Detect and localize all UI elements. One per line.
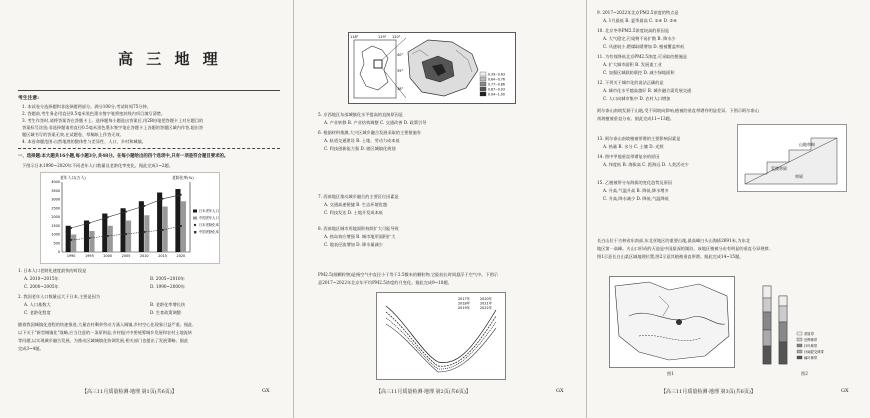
y-tick-label: 1500	[51, 223, 60, 228]
legend-swatch	[194, 224, 196, 226]
q12-options-cd: C. 人口向城市集中 D. 农村人口增加	[603, 96, 671, 101]
vegetation-profile-figure	[737, 124, 847, 192]
page-footer: 【高三11月质量检测·地理 第1页(共6页)】	[82, 389, 177, 395]
notice-heading: 考生注意:	[18, 95, 39, 101]
notice-line: 题区域书写的答案无效,在试题卷、草稿纸上作答无效。	[22, 132, 124, 137]
vegetation-label: 山地草甸	[799, 142, 815, 147]
page-footer: 【高三11月质量检测·地理 第3页(共6页)】	[661, 389, 756, 395]
rate-point	[180, 225, 182, 227]
bar	[175, 189, 180, 252]
vegetation-label: 荒漠草原	[771, 166, 787, 171]
y-tick-label: 500	[53, 241, 60, 246]
q2-option-a: A. 人口基数大	[24, 302, 51, 307]
q15-options-cd: C. 升高,降水减少 D. 降低,气温降低	[603, 196, 669, 201]
bar	[139, 201, 144, 252]
paragraph-line: 南坡植被垂直分布。据此完成11~13题。	[597, 116, 674, 121]
legend-entry: 阔叶林带	[804, 356, 818, 360]
map-coordinate: 40°	[397, 53, 404, 57]
question-5: 5. 京西地区东部城镇化水平提高的直接原因是	[318, 112, 403, 117]
legend-label: 日本老龄化率	[199, 223, 219, 227]
q1-option-d: D. 1990~2000年	[150, 284, 185, 289]
q12-options-ab: A. 城市化水平越高越好 B. 城乡融合需发展交通	[603, 88, 692, 93]
map-legend-label: 0.64~0.76	[488, 77, 505, 82]
figure-2-caption: 图2	[801, 371, 808, 376]
aging-bar-chart	[40, 172, 220, 264]
paragraph-line: 等问题,以实现城乡融合发展。为推动区域城镇化协调发展,相关部门也提出了发展策略。据此	[18, 338, 189, 343]
map-legend-label: 0.77~0.86	[488, 82, 505, 87]
bar	[126, 221, 131, 253]
notice-rule	[18, 148, 280, 149]
q1-option-c: C. 2000~2005年	[24, 284, 59, 289]
q1-option-a: A. 2010~2015年	[24, 276, 59, 281]
y-tick-label: 2500	[51, 206, 60, 211]
y2-axis-label: 老龄化率(%)	[172, 175, 194, 180]
rate-point	[125, 233, 127, 235]
rate-point	[143, 205, 145, 207]
exam-page-1	[0, 0, 293, 418]
q14-options: A. 纬度低 B. 海拔高 C. 距海远 D. 人类活动少	[603, 162, 689, 167]
legend-entry: 2020年	[480, 297, 493, 301]
legend-entry: 2018年	[458, 301, 471, 306]
rate-point	[162, 229, 164, 231]
rate-point	[162, 198, 164, 200]
y-axis-label: 老年人口(万人)	[60, 175, 86, 180]
notice-line: 3. 考生作答时,请将答案答在答题卡上。选择题每小题选出答案后,用2B铅笔把答题卡上对应题目的	[22, 118, 204, 123]
inset-map	[354, 40, 396, 98]
map-legend-label: 0.87~0.93	[488, 87, 505, 92]
notice-line: 1. 本试卷分选择题和非选择题两部分。满分100分,考试时间75分钟。	[22, 104, 151, 109]
q6-options-ab: A. 轨道交通建设 B. 土地、劳动力成本低	[324, 138, 400, 143]
x-tick-label: 1990	[66, 254, 76, 258]
paragraph-line: PM2.5(细颗粒物)是指空气中直径小于等于2.5微米的颗粒物,它能较长时间悬浮于空气中。下图示	[318, 272, 498, 277]
rate-point	[107, 235, 109, 237]
q8-options-ab: A. 热岛效应增强 B. 城市地形面积扩大	[324, 234, 396, 239]
q10-options-cd: C. 风速较小,燃煤取暖增加 D. 植被覆盖率低	[603, 44, 685, 49]
q13-options: A. 热量 B. 水分 C. 土壤 D. 光照	[603, 144, 664, 149]
q11-options-cd: C. 加强区域联防联控 D. 减少绿地面积	[603, 70, 675, 75]
question-1: 1. 日本人口老龄化速度最快的时段是	[18, 268, 87, 273]
q9-options: A. 1月最低 B. 夏季最高 C. ①④ D. ②④	[603, 18, 677, 23]
paragraph-line: 随着我国城镇化进程的快速推进,大量农村剩余劳动力涌入城镇,乡村空心化现象日益严重。据此,	[18, 322, 194, 327]
section-heading: 一、选择题:本大题共16小题,每小题3分,共48分。在每小题给出的四个选项中,只有一项是符合题目要求的。	[18, 154, 229, 159]
q1-option-b: B. 2005~2010年	[150, 276, 185, 281]
rate-point	[70, 227, 72, 229]
q10-options-ab: A. 大气稳定,污染物不易扩散 B. 降水少	[603, 36, 676, 41]
question-12: 12. 下列关于城市化的说法正确的是	[597, 80, 664, 85]
bar	[144, 215, 149, 252]
exam-title: 高 三 地 理	[118, 50, 222, 68]
legend-entry: 2022年	[480, 306, 493, 310]
region-map	[348, 32, 516, 104]
page-footer: 【高三11月质量检测·地理 第2页(共6页)】	[376, 389, 471, 395]
legend-label: 中国老年人口	[199, 216, 219, 220]
map-coordinate: 120°	[392, 35, 401, 39]
map-coordinate: 38°	[397, 87, 404, 91]
x-tick-label: 2005	[121, 254, 131, 258]
q5-options: A. 产业转移 B. 产业结构调整 C. 交通改善 D. 政策引导	[324, 120, 427, 125]
paragraph-line: 地区第一高峰。火山口形成的天池是中国最深的湖泊。该地区植被分布有明显的垂直分异规律,	[597, 246, 771, 251]
exam-page-3	[586, 0, 870, 418]
question-11: 11. 为有效降低北京PM2.5浓度,可采取的措施是	[597, 54, 688, 59]
bar	[108, 226, 113, 252]
bar	[89, 231, 94, 252]
map-legend-label: 0.39~0.63	[488, 72, 505, 77]
title-rule	[18, 90, 280, 91]
bar	[71, 235, 76, 253]
bar	[66, 226, 71, 252]
legend-entry: 2019年	[458, 306, 471, 310]
rate-point	[143, 231, 145, 233]
x-tick-label: 2000	[103, 254, 113, 258]
y-tick-label: 1000	[51, 232, 60, 237]
question-9: 9. 2017~2022年北京PM2.5浓度的特点是	[597, 10, 679, 15]
question-6: 6. 根据材料推测,大兴区城乡融合发展采取的主要措施有	[318, 130, 421, 135]
x-tick-label: 2015	[158, 254, 167, 258]
legend-entry: 针阔混交林带	[804, 350, 824, 354]
question-intro: 下图示日本1990~2020年不同老年人口数量及老龄化率变化。据此完成1~2题。	[22, 163, 173, 168]
rate-point	[180, 194, 182, 196]
map-coordinate: 118°	[350, 35, 359, 39]
legend-entry: 2021年	[480, 301, 493, 306]
legend-entry: 针叶林带	[804, 344, 818, 348]
exam-page-2	[293, 0, 587, 418]
q15-options-ab: A. 升高,气温升高 B. 降低,降水增多	[603, 188, 669, 193]
paragraph-line: 阿尔泰山南坡发源于山地,受不同坡向影响,植被的垂直带谱有明显差异。下图示阿尔泰山	[597, 108, 759, 113]
legend-swatch	[193, 210, 197, 213]
bar	[84, 221, 89, 253]
legend-swatch	[194, 231, 196, 233]
q8-options-cd: C. 地表径流增加 D. 降水量减少	[324, 242, 383, 247]
footer-code: GX	[556, 388, 564, 394]
rate-point	[125, 211, 127, 213]
question-14: 14. 图中甲地垂直带谱复杂的原因	[597, 154, 660, 159]
q2-option-b: B. 老龄化率增长快	[150, 302, 186, 307]
legend-label: 日本老年人口	[199, 209, 219, 213]
legend-entry: 2017年	[458, 297, 471, 301]
question-13: 13. 阿尔泰山南坡植被带谱的主要影响因素是	[597, 136, 681, 141]
y-tick-label: 3500	[51, 188, 60, 193]
figure-2-columns	[757, 282, 841, 368]
paragraph-line: 意2017~2022年北京年平均PM2.5浓度的月变化。据此完成9~10题。	[318, 280, 452, 285]
paragraph-line: 以下关于"新型城镇化"战略,应当注意的一条原则是,乡村振兴中要统筹城乡发展和农村土地流转	[18, 330, 193, 335]
footer-code: GX	[262, 388, 270, 394]
question-8: 8. 西南地区城市用地面积持续扩大可能导致	[318, 226, 399, 231]
paragraph-line: 长白山位于吉林省东南部,东北亚地区的重要山地,最高峰白头山海拔2691米,为东北	[597, 238, 750, 243]
rate-point	[107, 216, 109, 218]
vegetation-label: 草原	[795, 174, 803, 179]
map-legend-label: 0.94~1.00	[488, 92, 505, 97]
legend-entry: 岳桦林带	[804, 338, 818, 342]
legend-swatch	[193, 217, 197, 220]
question-7: 7. 西南地区推动城乡融合的主要区位因素是	[318, 194, 399, 199]
map-coordinate: 119°	[378, 35, 387, 39]
figure-2-legend	[797, 331, 824, 360]
rate-point	[70, 239, 72, 241]
q2-option-d: D. 生育政策调整	[150, 310, 181, 315]
rate-point	[88, 222, 90, 224]
legend-label: 中国老龄化率	[199, 230, 219, 234]
footer-code: GX	[841, 388, 849, 394]
map-coordinate: 39°	[397, 69, 404, 73]
paragraph-line: 完成3~4题。	[18, 346, 44, 351]
question-10: 10. 北京冬季PM2.5浓度较高的原因是	[597, 28, 670, 33]
figure-1-caption: 图1	[667, 371, 674, 376]
question-2: 2. 我国老年人口数量远大于日本,主要是因为	[18, 294, 101, 299]
q7-options-cd: C. 科技发达 D. 土地开发成本低	[324, 210, 383, 215]
y-tick-label: 0	[57, 250, 60, 255]
bar	[157, 193, 162, 253]
x-tick-label: 1995	[85, 254, 94, 258]
bar	[102, 214, 107, 253]
q6-options-cd: C. 科技创新能力强 D. 辖区城镇化规划	[324, 146, 396, 151]
figure-1-map	[609, 276, 735, 368]
y-tick-label: 2000	[51, 215, 60, 220]
q2-option-c: C. 老龄化程度	[24, 310, 51, 315]
q11-options-ab: A. 扩大城市面积 B. 发展重工业	[603, 62, 662, 67]
y-tick-label: 3000	[51, 197, 60, 202]
legend-entry: 苔原带	[804, 332, 814, 336]
x-tick-label: 2020	[176, 254, 186, 258]
y-tick-label: 4000	[51, 180, 60, 185]
pm25-line-chart	[376, 292, 506, 380]
bar	[121, 208, 126, 252]
question-15: 15. 乙植被带分布海拔的变化趋势及原因	[597, 180, 672, 185]
x-tick-label: 2010	[139, 254, 149, 258]
rate-point	[88, 237, 90, 239]
notice-line: 4. 本卷命题范围:自然地理的整体性与差异性、人口、乡村和城镇。	[22, 139, 146, 144]
q7-options-ab: A. 交通高速便捷 B. 生态环境优越	[324, 202, 388, 207]
map-legend	[480, 72, 505, 97]
notice-line: 2. 答题前,考生务必用直径0.5毫米黑色墨水签字笔将密封线内项目填写清楚。	[22, 111, 166, 116]
notice-line: 答案标号涂黑;非选择题请用直径0.5毫米黑色墨水签字笔在答题卡上各题的答题区域内作答,超出答	[22, 125, 204, 130]
paragraph-line: 图1示意长白山某区域地理位置,图2示意其植被垂直带谱。据此完成14~15题。	[597, 254, 744, 259]
